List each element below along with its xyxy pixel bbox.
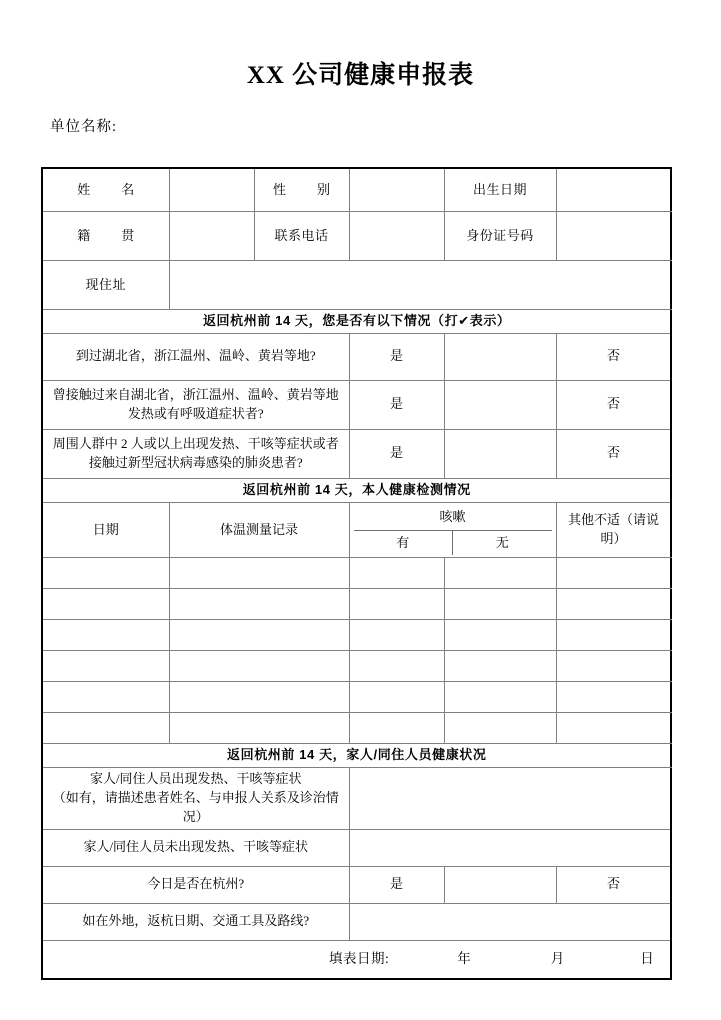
label-native-place: 籍 贯 <box>42 212 169 261</box>
cell-date[interactable] <box>42 682 169 713</box>
label-yes: 是 <box>349 380 444 429</box>
cell-date[interactable] <box>42 589 169 620</box>
table-row <box>42 713 671 744</box>
section-header-row <box>42 310 671 334</box>
table-row <box>42 261 671 310</box>
field-id-number[interactable] <box>556 212 671 261</box>
cell-cough-no[interactable] <box>444 682 556 713</box>
label-fill-date: 填表日期: <box>329 951 390 967</box>
cell-date[interactable] <box>42 651 169 682</box>
unit-name-label: 单位名称: <box>50 119 118 135</box>
label-current-address: 现住址 <box>42 261 169 310</box>
cell-cough-no[interactable] <box>444 589 556 620</box>
table-row <box>42 940 671 979</box>
field-gender[interactable] <box>349 168 444 212</box>
section-header-row <box>42 478 671 502</box>
checkbox-yes-travel-area[interactable] <box>444 333 556 380</box>
cell-cough-no[interactable] <box>444 558 556 589</box>
label-phone: 联系电话 <box>254 212 349 261</box>
table-row <box>42 620 671 651</box>
label-no: 否 <box>556 380 671 429</box>
cell-other[interactable] <box>556 682 671 713</box>
label-gender: 性 别 <box>254 168 349 212</box>
section-header-family-health: 返回杭州前 14 天，家人/同住人员健康状况 <box>42 744 671 768</box>
label-no: 否 <box>556 866 671 903</box>
cell-temperature[interactable] <box>169 589 349 620</box>
label-name: 姓 名 <box>42 168 169 212</box>
table-row <box>42 380 671 429</box>
checkbox-yes-cluster-cases[interactable] <box>444 429 556 478</box>
field-family-no-symptom[interactable] <box>349 829 671 866</box>
column-header-temperature: 体温测量记录 <box>169 502 349 558</box>
cell-cough-yes[interactable] <box>349 620 444 651</box>
label-no: 否 <box>556 333 671 380</box>
checkbox-yes-in-hangzhou[interactable] <box>444 866 556 903</box>
table-row <box>42 651 671 682</box>
cell-cough-no[interactable] <box>444 651 556 682</box>
table-row <box>42 829 671 866</box>
question-text-cluster-cases: 周围人群中 2 人或以上出现发热、干咳等症状或者接触过新型冠状病毒感染的肺炎患者? <box>42 429 349 478</box>
page-title: XX 公司健康申报表 <box>246 62 475 89</box>
table-row <box>42 429 671 478</box>
label-yes: 是 <box>349 866 444 903</box>
section-header-self-health: 返回杭州前 14 天，本人健康检测情况 <box>42 478 671 502</box>
label-no: 否 <box>556 429 671 478</box>
label-yes: 是 <box>349 333 444 380</box>
cell-cough-yes[interactable] <box>349 558 444 589</box>
field-birth-date[interactable] <box>556 168 671 212</box>
footer-fill-date <box>42 940 671 979</box>
label-month: 月 <box>550 951 565 967</box>
field-name[interactable] <box>169 168 254 212</box>
table-row <box>42 333 671 380</box>
table-row <box>42 768 671 830</box>
label-family-symptom-line2: （如有，请描述患者姓名、与申报人关系及诊治情况） <box>52 790 339 824</box>
column-header-date: 日期 <box>42 502 169 558</box>
question-text-travel-area: 到过湖北省，浙江温州、温岭、黄岩等地? <box>42 333 349 380</box>
label-family-symptom-line1: 家人/同住人员出现发热、干咳等症状 <box>89 771 302 787</box>
cell-other[interactable] <box>556 620 671 651</box>
label-family-symptom <box>42 768 349 830</box>
field-phone[interactable] <box>349 212 444 261</box>
table-row <box>42 682 671 713</box>
cell-date[interactable] <box>42 713 169 744</box>
question-text-in-hangzhou: 今日是否在杭州? <box>42 866 349 903</box>
cell-temperature[interactable] <box>169 682 349 713</box>
question-text-return-travel: 如在外地，返杭日期、交通工具及路线? <box>42 903 349 940</box>
section-header-row <box>42 744 671 768</box>
label-family-no-symptom: 家人/同住人员未出现发热、干咳等症状 <box>42 829 349 866</box>
cell-temperature[interactable] <box>169 651 349 682</box>
cell-cough-yes[interactable] <box>349 682 444 713</box>
cell-cough-yes[interactable] <box>349 651 444 682</box>
cell-other[interactable] <box>556 589 671 620</box>
cell-other[interactable] <box>556 713 671 744</box>
cell-other[interactable] <box>556 558 671 589</box>
field-native-place[interactable] <box>169 212 254 261</box>
label-yes: 是 <box>349 429 444 478</box>
table-row <box>42 212 671 261</box>
table-row <box>42 903 671 940</box>
column-header-cough-yes: 有 <box>354 531 454 556</box>
cell-cough-no[interactable] <box>444 620 556 651</box>
label-birth-date: 出生日期 <box>444 168 556 212</box>
cell-temperature[interactable] <box>169 558 349 589</box>
column-header-cough-no: 无 <box>495 534 509 550</box>
label-id-number: 身份证号码 <box>444 212 556 261</box>
table-row <box>42 558 671 589</box>
cell-temperature[interactable] <box>169 713 349 744</box>
field-return-travel[interactable] <box>349 903 671 940</box>
cell-cough-no[interactable] <box>444 713 556 744</box>
table-header-row <box>42 502 671 558</box>
cell-date[interactable] <box>42 620 169 651</box>
checkbox-yes-contact-fever[interactable] <box>444 380 556 429</box>
label-day: 日 <box>640 951 654 967</box>
field-family-symptom[interactable] <box>349 768 671 830</box>
health-declaration-form <box>41 167 672 980</box>
cell-temperature[interactable] <box>169 620 349 651</box>
column-header-cough-label: 咳嗽 <box>354 505 552 531</box>
cell-other[interactable] <box>556 651 671 682</box>
column-header-cough <box>349 502 556 558</box>
table-row <box>42 168 671 212</box>
section-header-travel: 返回杭州前 14 天，您是否有以下情况（打✔表示） <box>42 310 671 334</box>
label-year: 年 <box>457 951 471 967</box>
cell-cough-yes[interactable] <box>349 713 444 744</box>
table-row <box>42 589 671 620</box>
column-header-other: 其他不适（请说明） <box>556 502 671 558</box>
cell-cough-yes[interactable] <box>349 589 444 620</box>
question-text-contact-fever: 曾接触过来自湖北省，浙江温州、温岭、黄岩等地发热或有呼吸道症状者? <box>42 380 349 429</box>
cell-date[interactable] <box>42 558 169 589</box>
field-current-address[interactable] <box>169 261 671 310</box>
table-row <box>42 866 671 903</box>
